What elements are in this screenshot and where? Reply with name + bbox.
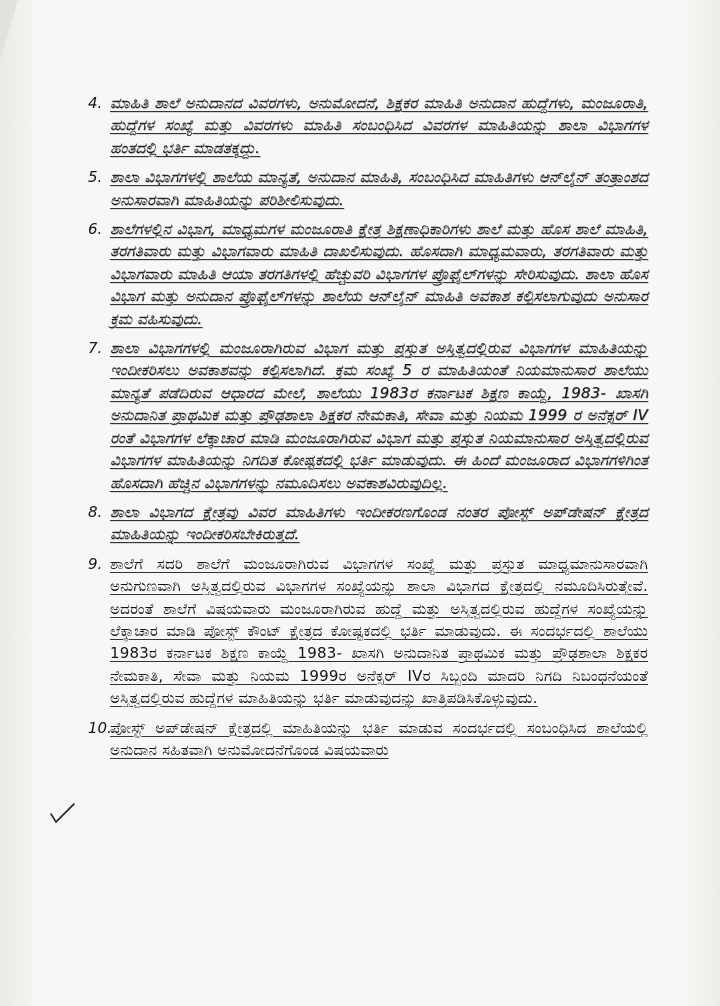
list-item [88, 717, 648, 762]
item-number: 5. [88, 168, 103, 187]
list-item [88, 218, 648, 330]
item-number: 10. [88, 718, 112, 737]
item-number: 7. [88, 339, 103, 358]
document-body [88, 92, 648, 768]
list-item [88, 166, 648, 211]
item-number: 4. [88, 94, 103, 112]
list-item [88, 553, 648, 710]
item-text: ಶಾಲೆಗಳಲ್ಲಿನ ವಿಭಾಗ, ಮಾಧ್ಯಮಗಳ ಮಂಜೂರಾತಿ ಕ್ಷೇತ್ರ ಶಿಕ್ಷಣಾಧಿಕಾರಿಗಳು ಶಾಲೆ ಮತ್ತು ಹೊಸ ಶಾಲೆ ಮಾಹಿತಿ, ತರಗತಿವಾರು ಮತ್ತು ವಿಭಾಗವಾರು ಮಾಹಿತಿ ದಾಖಲಿಸುವುದು. ಹೊಸದಾಗಿ ಮಾಧ್ಯಮವಾರು, ತರಗತಿವಾರು ಮತ್ತು ವಿಭಾಗವಾರು ಮಾಹಿತಿ ಆಯಾ ತರಗತಿಗಳಲ್ಲಿ ಹೆಚ್ಚುವರಿ ವಿಭಾಗಗಳ ಪ್ರೊಫೈಲ್‌ಗಳನ್ನು ಸೇರಿಸುವುದು. ಶಾಲಾ ಹೊಸ ವಿಭಾಗ ಮತ್ತು ಅನುದಾನ ಪ್ರೊಫೈಲ್‌ಗಳನ್ನು ಶಾಲೆಯ ಆನ್‌ಲೈನ್ ಮಾಹಿತಿ ಅವಕಾಶ ಕಲ್ಪಿಸಲಾಗುವುದು ಅನುಸಾರ ಕ್ರಮ ವಹಿಸುವುದು. [110, 220, 648, 328]
item-text: ಶಾಲಾ ವಿಭಾಗದ ಕ್ಷೇತ್ರವು ವಿವರ ಮಾಹಿತಿಗಳು ಇಂದೀಕರಣಗೊಂಡ ನಂತರ ಪೋಸ್ಟ್ ಅಪ್‌ಡೇಷನ್ ಕ್ಷೇತ್ರದ ಮಾಹಿತಿಯನ್ನು ಇಂದೀಕರಿಸಬೇಕಿರುತ್ತದೆ. [110, 502, 648, 544]
item-number: 8. [88, 502, 103, 521]
item-number: 6. [88, 220, 103, 239]
item-text: ಮಾಹಿತಿ ಶಾಲೆ ಅನುದಾನದ ವಿವರಗಳು, ಅನುಮೋದನೆ, ಶಿಕ್ಷಕರ ಮಾಹಿತಿ ಅನುದಾನ ಹುದ್ದೆಗಳು, ಮಂಜೂರಾತಿ, ಹುದ್ದೆಗಳ ಸಂಖ್ಯೆ ಮತ್ತು ವಿವರಗಳು ಮಾಹಿತಿ ಸಂಬಂಧಿಸಿದ ವಿವರಗಳ ಮಾಹಿತಿಯನ್ನು ಶಾಲಾ ವಿಭಾಗಗಳ ಹಂತದಲ್ಲಿ ಭರ್ತಿ ಮಾಡತಕ್ಕದ್ದು. [110, 94, 648, 157]
item-text: ಶಾಲೆಗೆ ಸದರಿ ಶಾಲೆಗೆ ಮಂಜೂರಾಗಿರುವ ವಿಭಾಗಗಳ ಸಂಖ್ಯೆ ಮತ್ತು ಪ್ರಸ್ತುತ ಮಾಧ್ಯಮಾನುಸಾರವಾಗಿ ಅನುಗುಣವಾಗಿ ಅಸ್ತಿತ್ವದಲ್ಲಿರುವ ವಿಭಾಗಗಳ ಸಂಖ್ಯೆಯನ್ನು ಶಾಲಾ ವಿಭಾಗದ ಕ್ಷೇತ್ರದಲ್ಲಿ ನಮೂದಿಸಿರುತ್ತೇವೆ. ಅದರಂತೆ ಶಾಲೆಗೆ ವಿಷಯವಾರು ಮಂಜೂರಾಗಿರುವ ಹುದ್ದೆ ಮತ್ತು ಅಸ್ತಿತ್ವದಲ್ಲಿರುವ ಹುದ್ದೆಗಳ ಸಂಖ್ಯೆಯನ್ನು ಲೆಕ್ಕಾಚಾರ ಮಾಡಿ ಪೋಸ್ಟ್ ಕೌಂಟ್ ಕ್ಷೇತ್ರದ ಕೋಷ್ಟಕದಲ್ಲಿ ಭರ್ತಿ ಮಾಡುವುದು. ಈ ಸಂದರ್ಭದಲ್ಲಿ ಶಾಲೆಯು 1983ರ ಕರ್ನಾಟಕ ಶಿಕ್ಷಣ ಕಾಯ್ದೆ 1983- ಖಾಸಗಿ ಅನುದಾನಿತ ಪ್ರಾಥಮಿಕ ಮತ್ತು ಪ್ರೌಢಶಾಲಾ ಶಿಕ್ಷಕರ ನೇಮಕಾತಿ, ಸೇವಾ ಮತ್ತು ನಿಯಮ 1999ರ ಅನೆಕ್ಸರ್ IVರ ಸಿಬ್ಬಂದಿ ಮಾದರಿ ನಿಗದಿ ನಿಬಂಧನೆಯಂತೆ ಅಸ್ತಿತ್ವದಲ್ಲಿರುವ ಹುದ್ದೆಗಳ ಮಾಹಿತಿಯನ್ನು ಭರ್ತಿ ಮಾಡುವುದನ್ನು ಖಾತ್ರಿಪಡಿಸಿಕೊಳ್ಳುವುದು. [110, 554, 648, 708]
item-text: ಶಾಲಾ ವಿಭಾಗಗಳಲ್ಲಿ ಮಂಜೂರಾಗಿರುವ ವಿಭಾಗ ಮತ್ತು ಪ್ರಸ್ತುತ ಅಸ್ತಿತ್ವದಲ್ಲಿರುವ ವಿಭಾಗಗಳ ಮಾಹಿತಿಯನ್ನು ಇಂದೀಕರಿಸಲು ಅವಕಾಶವನ್ನು ಕಲ್ಪಿಸಲಾಗಿದೆ. ಕ್ರಮ ಸಂಖ್ಯೆ 5 ರ ಮಾಹಿತಿಯಂತೆ ನಿಯಮಾನುಸಾರ ಶಾಲೆಯು ಮಾನ್ಯತೆ ಪಡೆದಿರುವ ಆಧಾರದ ಮೇಲೆ, ಶಾಲೆಯು 1983ರ ಕರ್ನಾಟಕ ಶಿಕ್ಷಣ ಕಾಯ್ದೆ, 1983- ಖಾಸಗಿ ಅನುದಾನಿತ ಪ್ರಾಥಮಿಕ ಮತ್ತು ಪ್ರೌಢಶಾಲಾ ಶಿಕ್ಷಕರ ನೇಮಕಾತಿ, ಸೇವಾ ಮತ್ತು ನಿಯಮ 1999 ರ ಅನೆಕ್ಸರ್ IV ರಂತೆ ವಿಭಾಗಗಳ ಲೆಕ್ಕಾಚಾರ ಮಾಡಿ ಮಂಜೂರಾಗಿರುವ ವಿಭಾಗ ಮತ್ತು ಪ್ರಸ್ತುತ ನಿಯಮಾನುಸಾರ ಅಸ್ತಿತ್ವದಲ್ಲಿರುವ ವಿಭಾಗಗಳ ಮಾಹಿತಿಯನ್ನು ನಿಗದಿತ ಕೋಷ್ಟಕದಲ್ಲಿ ಭರ್ತಿ ಮಾಡುವುದು. ಈ ಹಿಂದೆ ಮಂಜೂರಾದ ವಿಭಾಗಗಳಿಗಿಂತ ಹೊಸದಾಗಿ ಹೆಚ್ಚಿನ ವಿಭಾಗಗಳನ್ನು ನಮೂದಿಸಲು ಅವಕಾಶವಿರುವುದಿಲ್ಲ. [110, 339, 648, 492]
page-corner-fold [0, 0, 18, 60]
item-number: 9. [88, 554, 103, 573]
list-item [88, 337, 648, 494]
handwritten-tick-mark [48, 800, 78, 830]
item-text: ಶಾಲಾ ವಿಭಾಗಗಳಲ್ಲಿ ಶಾಲೆಯ ಮಾನ್ಯತೆ, ಅನುದಾನ ಮಾಹಿತಿ, ಸಂಬಂಧಿಸಿದ ಮಾಹಿತಿಗಳು ಆನ್‌ಲೈನ್ ತಂತ್ರಾಂಶದ ಅನುಸಾರವಾಗಿ ಮಾಹಿತಿಯನ್ನು ಪರಿಶೀಲಿಸುವುದು. [110, 168, 648, 209]
item-text: ಪೋಸ್ಟ್ ಅಪ್‌ಡೇಷನ್ ಕ್ಷೇತ್ರದಲ್ಲಿ ಮಾಹಿತಿಯನ್ನು ಭರ್ತಿ ಮಾಡುವ ಸಂದರ್ಭದಲ್ಲಿ ಸಂಬಂಧಿಸಿದ ಶಾಲೆಯಲ್ಲಿ ಅನುದಾನ ಸಹಿತವಾಗಿ ಅನುಮೋದನೆಗೊಂಡ ವಿಷಯವಾರು [110, 718, 648, 759]
list-item [88, 92, 648, 159]
list-item [88, 501, 648, 546]
